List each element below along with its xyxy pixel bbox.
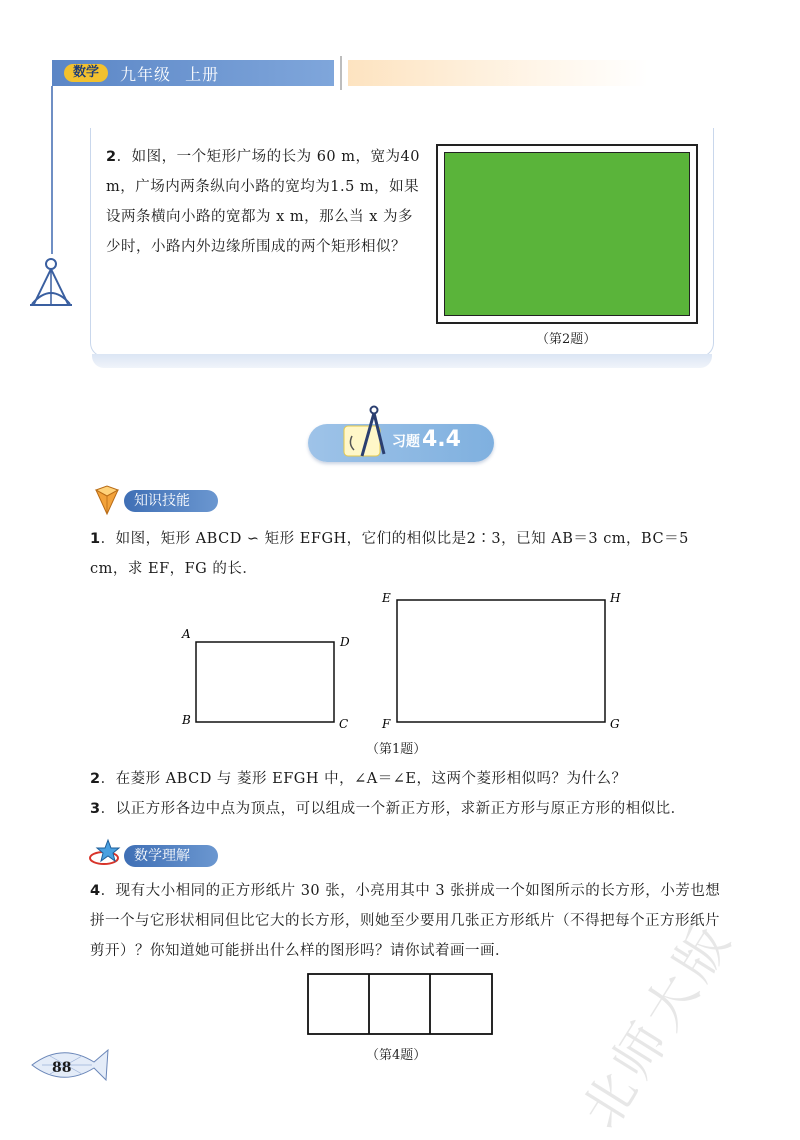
watermark-text: 北师大版 [571, 910, 745, 1139]
vertex-label-a: A [182, 627, 191, 641]
question-4-text: ．现有大小相同的正方形纸片 30 张，小亮用其中 3 张拼成一个如图所示的长方形，小芳也想拼一个与它形状相同但比它大的长方形，则她至少要用几张正方形纸片（不得把每个正方形纸片剪开）？你知道她可能拼出什么样的图形吗？请你试着画一画． [90, 883, 721, 959]
problem-2 [106, 142, 422, 262]
green-field-rect [444, 152, 690, 316]
section-tag-skills: 知识技能 [124, 490, 218, 512]
problem-box-shadow [92, 354, 712, 368]
question-3-number: 3 [90, 801, 101, 817]
exercise-number: 4.4 [422, 427, 461, 452]
figure-1-caption: （第1题） [366, 742, 427, 757]
subject-badge: 数学 [64, 64, 108, 82]
question-2 [90, 764, 730, 794]
problem-2-number: 2 [106, 149, 117, 165]
figure-2-caption: （第2题） [536, 332, 597, 347]
margin-line [51, 86, 53, 254]
vertex-label-g: G [610, 717, 620, 731]
question-4 [90, 876, 730, 966]
question-1 [90, 524, 730, 584]
question-1-number: 1 [90, 531, 101, 547]
question-2-text: ．在菱形 ABCD 与 菱形 EFGH 中，∠A＝∠E，这两个菱形相似吗？为什么？ [100, 771, 627, 787]
compass-drawing-icon [340, 402, 390, 464]
vertex-label-f: F [382, 717, 391, 731]
exercise-label: 习题 [392, 434, 420, 450]
section-tag-understanding: 数学理解 [124, 845, 218, 867]
star-orbit-icon [88, 838, 124, 870]
figure-4-caption: （第4题） [366, 1048, 427, 1063]
exercise-title [392, 427, 461, 452]
rect-abcd [196, 642, 334, 722]
question-3-text: ．以正方形各边中点为顶点，可以组成一个新正方形，求新正方形与原正方形的相似比． [100, 801, 686, 817]
header-divider [340, 56, 342, 90]
question-2-number: 2 [90, 771, 101, 787]
question-3 [90, 794, 750, 824]
page-number: 88 [52, 1060, 72, 1076]
compass-tower-icon [26, 254, 76, 310]
question-1-text: ．如图，矩形 ABCD ∽ 矩形 EFGH，它们的相似比是2∶3，已知 AB＝3 cm，BC＝5 cm，求 EF，FG 的长． [90, 531, 689, 577]
diamond-icon [92, 484, 122, 516]
vertex-label-c: C [339, 717, 349, 731]
header-fade [348, 60, 648, 86]
vertex-label-h: H [610, 591, 621, 605]
vertex-label-e: E [382, 591, 391, 605]
question-4-number: 4 [90, 883, 101, 899]
vertex-label-b: B [182, 713, 191, 727]
rect-efgh [397, 600, 605, 722]
figure-4-squares [306, 972, 496, 1036]
problem-2-text: ．如图，一个矩形广场的长为 60 m，宽为40 m，广场内两条纵向小路的宽均为1.5 m，如果设两条横向小路的宽都为 x m，那么当 x 为多少时，小路内外边缘所围成的两个矩形相似？ [106, 149, 420, 255]
book-title: 九年级 上册 [120, 65, 220, 84]
figure-1-rectangles [176, 588, 636, 740]
vertex-label-d: D [340, 635, 350, 649]
